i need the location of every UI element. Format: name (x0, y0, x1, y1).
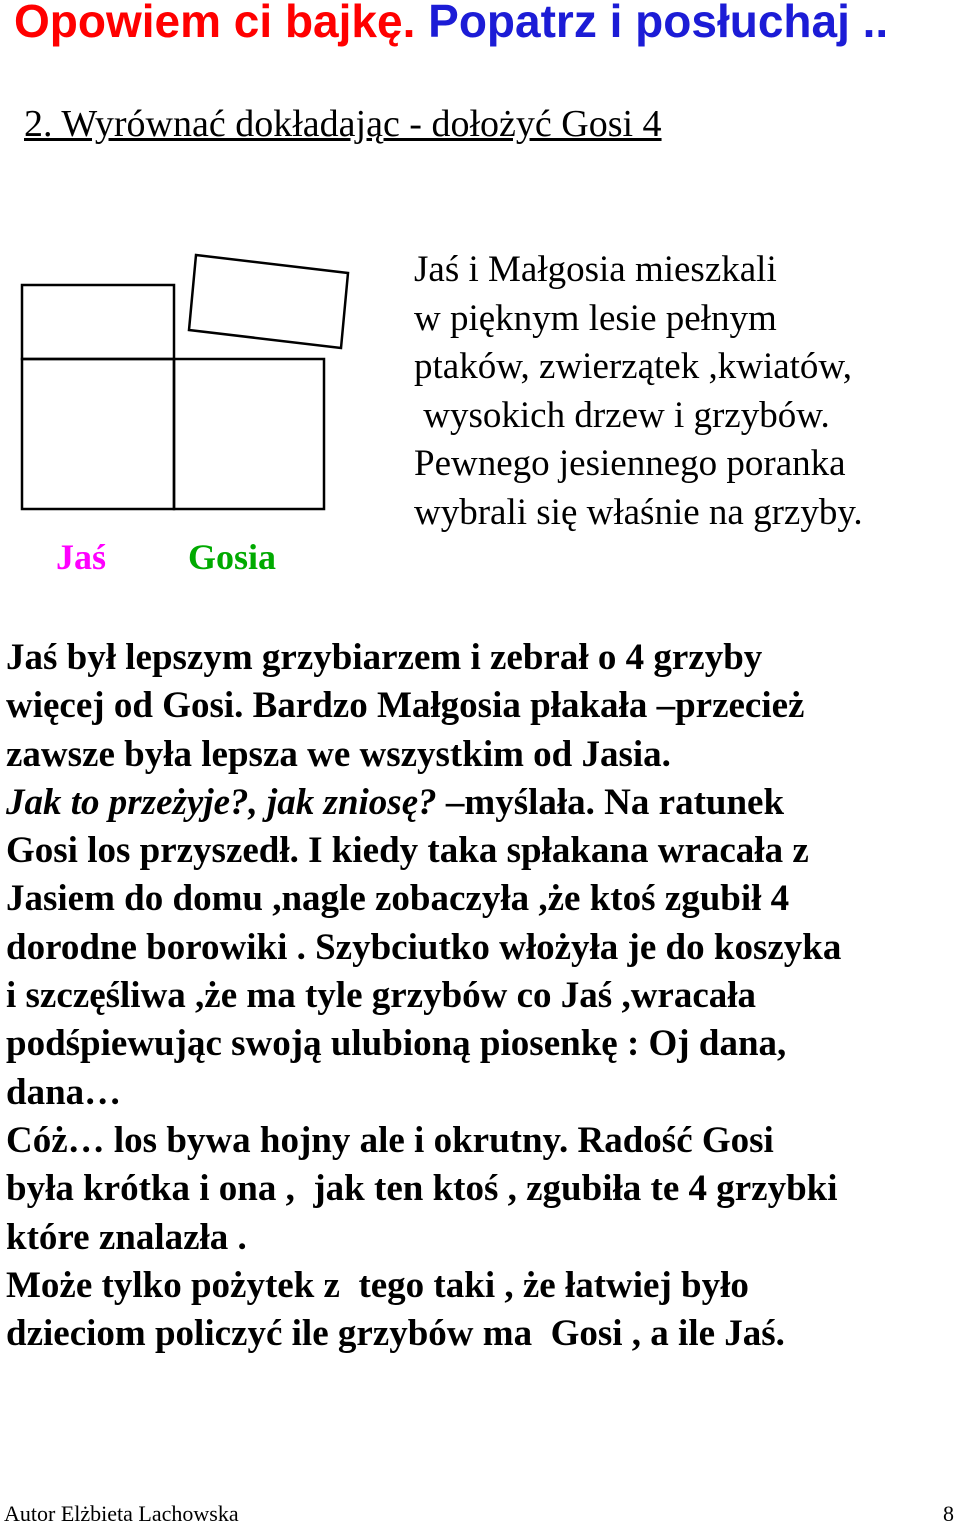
intro-line: wybrali się właśnie na grzyby. (414, 491, 863, 533)
story-line: była krótka i ona , jak ten ktoś , zgubiła te 4 grzybki (6, 1168, 838, 1210)
story-line: Może tylko pożytek z tego taki , że łatwiej było (6, 1264, 749, 1306)
title-red-part: Opowiem ci bajkę. (14, 0, 416, 47)
page-number: 8 (943, 1501, 954, 1526)
story-line: Jasiem do domu ,nagle zobaczyła ,że ktoś zgubił 4 (6, 878, 790, 920)
story-line: Gosi los przyszedł. I kiedy taka spłakana wracała z (6, 830, 809, 872)
story-line: dorodne borowiki . Szybciutko włożyła je do koszyka (6, 926, 842, 968)
intro-line: ptaków, zwierzątek ,kwiatów, (414, 346, 853, 387)
boxes-diagram (0, 240, 400, 530)
task-subtitle: 2. Wyrównać dokładając - dołożyć Gosi 4 (24, 103, 662, 145)
intro-line: w pięknym lesie pełnym (414, 297, 777, 339)
gosia-caption-text: Gosia (188, 537, 277, 577)
jas-small-box (22, 285, 174, 359)
gosia-caption (188, 536, 276, 578)
story-line: dzieciom policzyć ile grzybów ma Gosi , a ile Jaś. (6, 1313, 785, 1355)
story-line (6, 779, 841, 827)
story-line: dana… (6, 1071, 122, 1113)
story-line: Cóż… los bywa hojny ale i okrutny. Radość Gosi (6, 1119, 774, 1161)
intro-line: wysokich drzew i grzybów. (414, 394, 830, 436)
story-line: Jaś był lepszym grzybiarzem i zebrał o 4 grzyby (6, 637, 763, 678)
story-line: zawsze była lepsza we wszystkim od Jasia. (6, 733, 671, 775)
gosia-large-box (174, 359, 324, 509)
jas-caption (56, 536, 106, 578)
page-title (14, 0, 888, 48)
gosia-tilted-box (189, 255, 348, 348)
story-line: podśpiewując swoją ulubioną piosenkę : Oj dana, (6, 1023, 787, 1065)
story-line-rest: –myślała. Na ratunek (436, 781, 785, 823)
story-line: które znalazła . (6, 1216, 247, 1258)
jas-large-box (22, 359, 174, 509)
intro-line: Jaś i Małgosia mieszkali (414, 249, 777, 290)
story-line: i szczęśliwa ,że ma tyle grzybów co Jaś ,wracała (6, 975, 757, 1017)
jas-caption-text: Jaś (56, 537, 107, 577)
title-blue-part: Popatrz i posłuchaj .. (428, 0, 889, 47)
story-line: więcej od Gosi. Bardzo Małgosia płakała –przecież (6, 685, 805, 727)
intro-line: Pewnego jesiennego poranka (414, 443, 846, 484)
story-paragraph (6, 634, 841, 1358)
story-italic-thought: Jak to przeżyje?, jak zniosę? (6, 781, 437, 823)
intro-paragraph (414, 246, 863, 537)
footer-author: Autor Elżbieta Lachowska (4, 1501, 239, 1526)
